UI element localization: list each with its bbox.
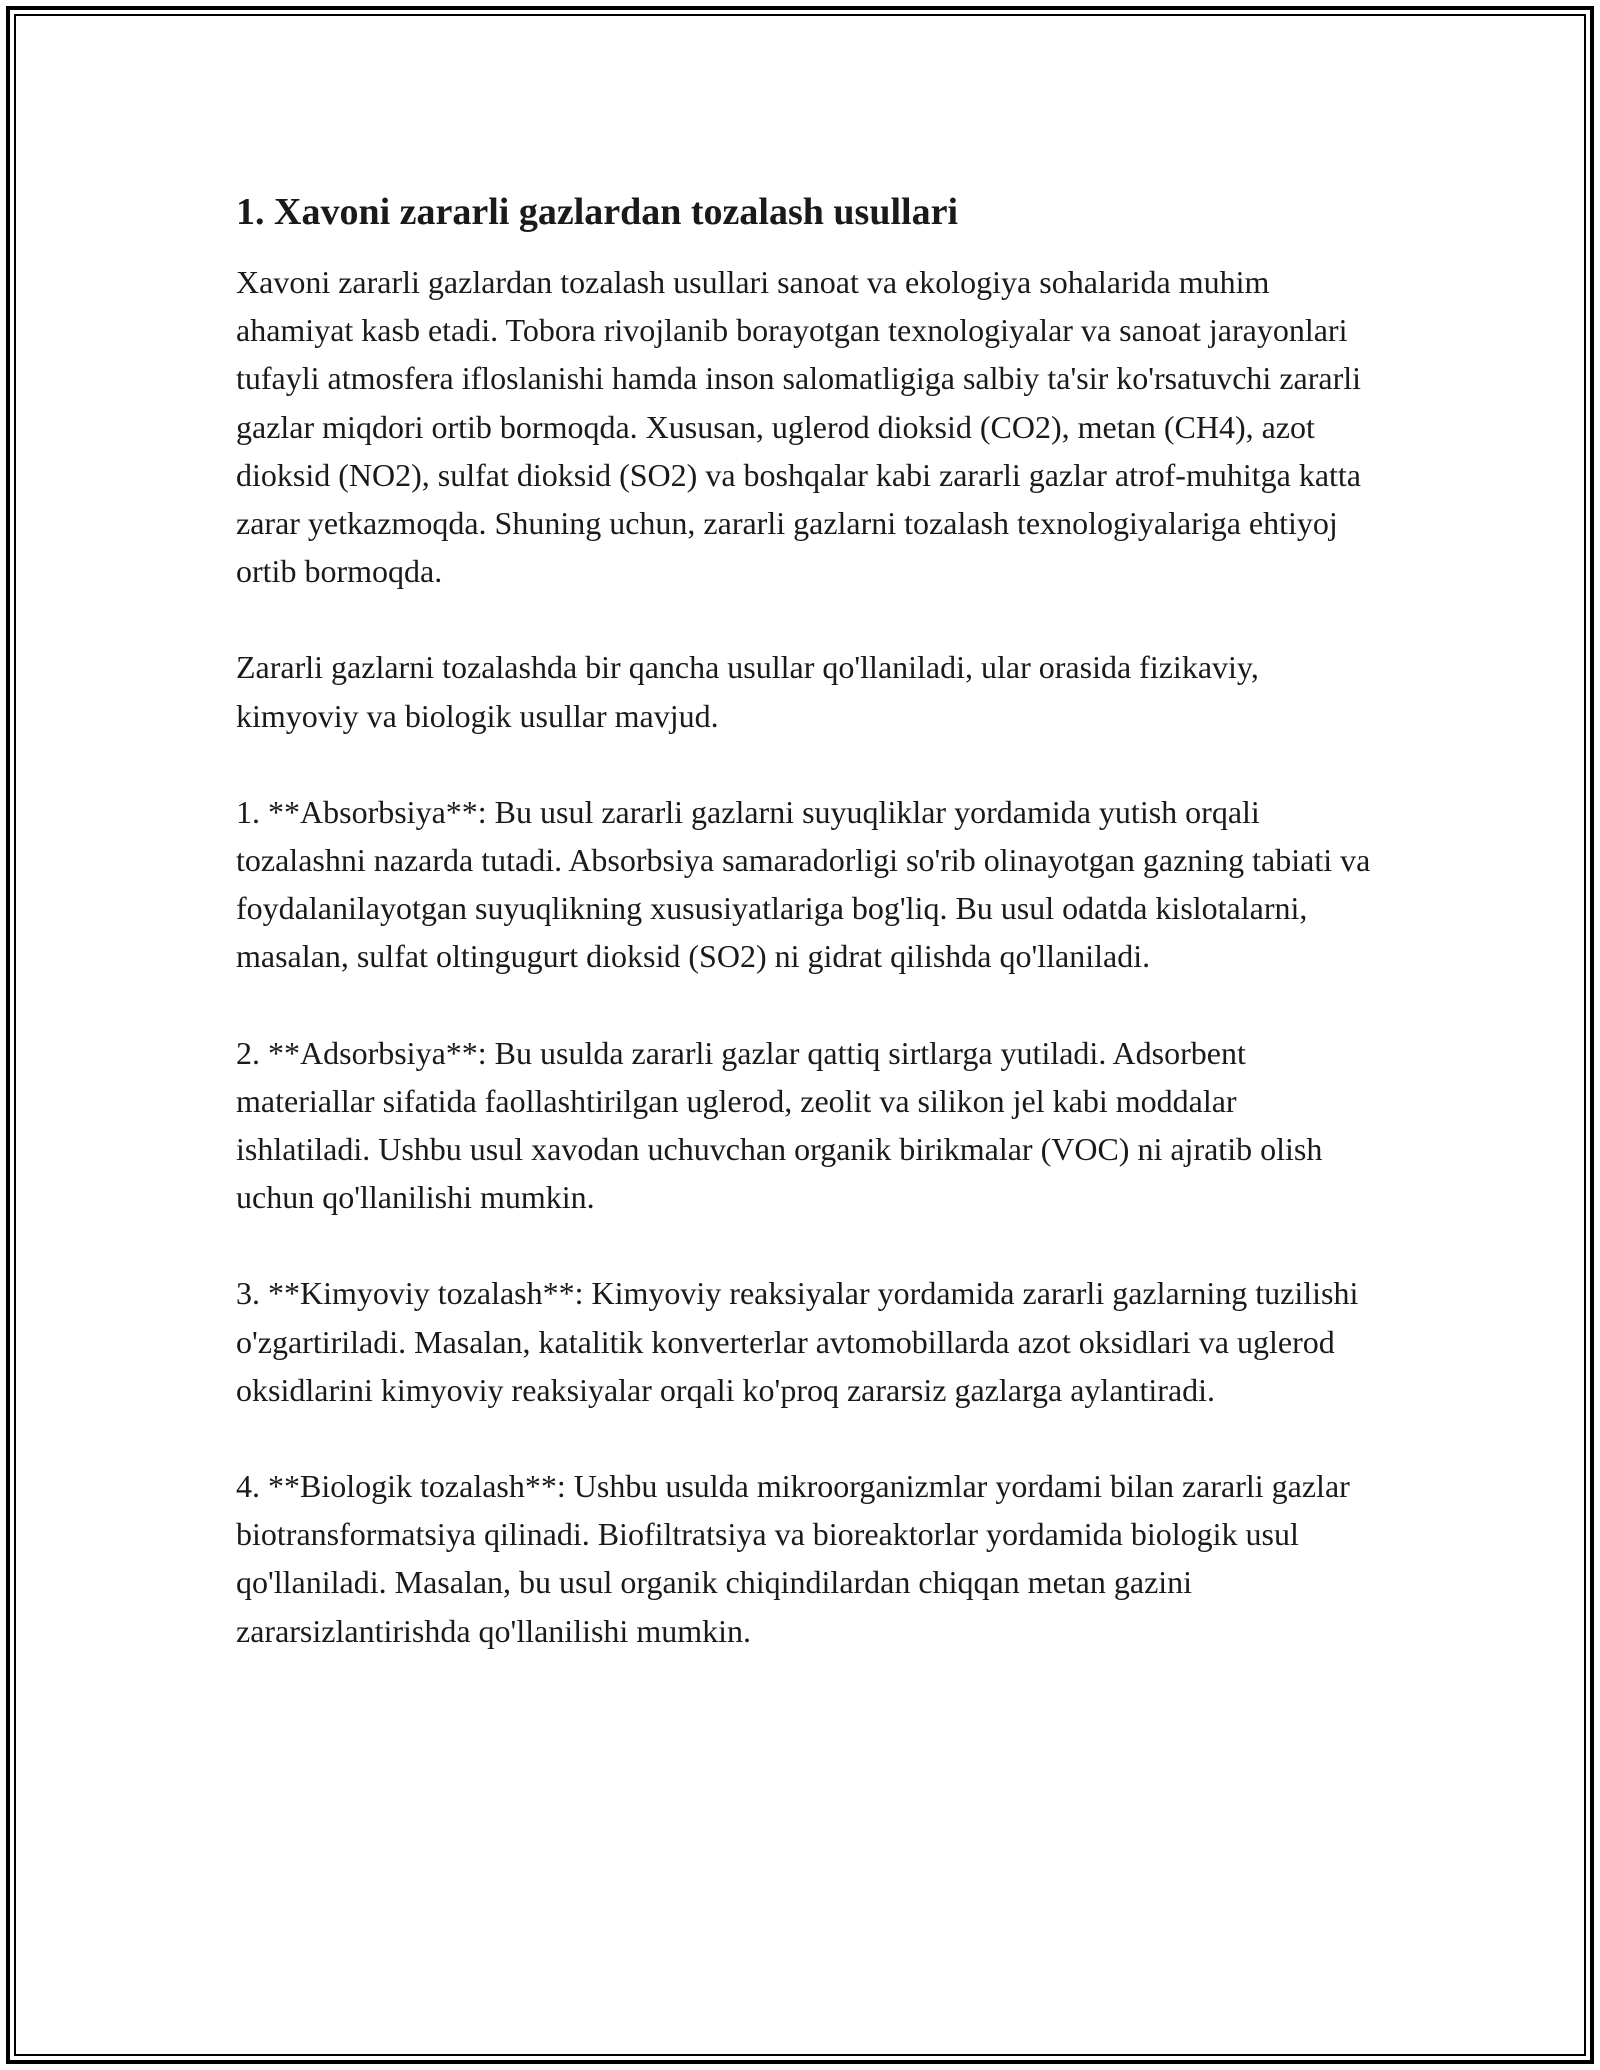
document-title: 1. Xavoni zararli gazlardan tozalash usullari	[236, 191, 958, 233]
document-body	[236, 188, 1376, 1703]
paragraph-adsorbsiya: 2. **Adsorbsiya**: Bu usulda zararli gazlar qattiq sirtlarga yutiladi. Adsorbent materiallar sifatida faollashtirilgan uglerod, zeolit va silikon jel kabi moddalar ishlatiladi. Ushbu usul xavodan uchuvchan organik birikmalar (VOC) ni ajratib olish uchun qo'llanilishi mumkin.	[236, 1034, 1323, 1216]
paragraph-absorbsiya: 1. **Absorbsiya**: Bu usul zararli gazlarni suyuqliklar yordamida yutish orqali tozalashni nazarda tutadi. Absorbsiya samaradorligi so'rib olinayotgan gazning tabiati va foydalanilayotgan suyuqlikning xususiyatlariga bog'liq. Bu usul odatda kislotalarni, masalan, sulfat oltingugurt dioksid (SO2) ni gidrat qilishda qo'llaniladi.	[236, 793, 1371, 975]
paragraph-intro: Xavoni zararli gazlardan tozalash usullari sanoat va ekologiya sohalarida muhim ahamiyat kasb etadi. Tobora rivojlanib borayotgan texnologiyalar va sanoat jarayonlari tufayli atmosfera ifloslanishi hamda inson salomatligiga salbiy ta'sir ko'rsatuvchi zararli gazlar miqdori ortib bormoqda. Xususan, uglerod dioksid (CO2), metan (CH4), azot dioksid (NO2), sulfat dioksid (SO2) va boshqalar kabi zararli gazlar atrof-muhitga katta zarar yetkazmoqda. Shuning uchun, zararli gazlarni tozalash texnologiyalariga ehtiyoj ortib bormoqda.	[236, 264, 1362, 590]
paragraph-kimyoviy-tozalash: 3. **Kimyoviy tozalash**: Kimyoviy reaksiyalar yordamida zararli gazlarning tuzilishi o'zgartiriladi. Masalan, katalitik konverterlar avtomobillarda azot oksidlari va uglerod oksidlarini kimyoviy reaksiyalar orqali ko'proq zararsiz gazlarga aylantiradi.	[236, 1275, 1359, 1408]
paragraph-methods-overview: Zararli gazlarni tozalashda bir qancha usullar qo'llaniladi, ular orasida fizikaviy, kimyoviy va biologik usullar mavjud.	[236, 649, 1259, 734]
paragraph-biologik-tozalash: 4. **Biologik tozalash**: Ushbu usulda mikroorganizmlar yordami bilan zararli gazlar biotransformatsiya qilinadi. Biofiltratsiya va bioreaktorlar yordamida biologik usul qo'llaniladi. Masalan, bu usul organik chiqindilardan chiqqan metan gazini zararsizlantirishda qo'llanilishi mumkin.	[236, 1468, 1350, 1649]
